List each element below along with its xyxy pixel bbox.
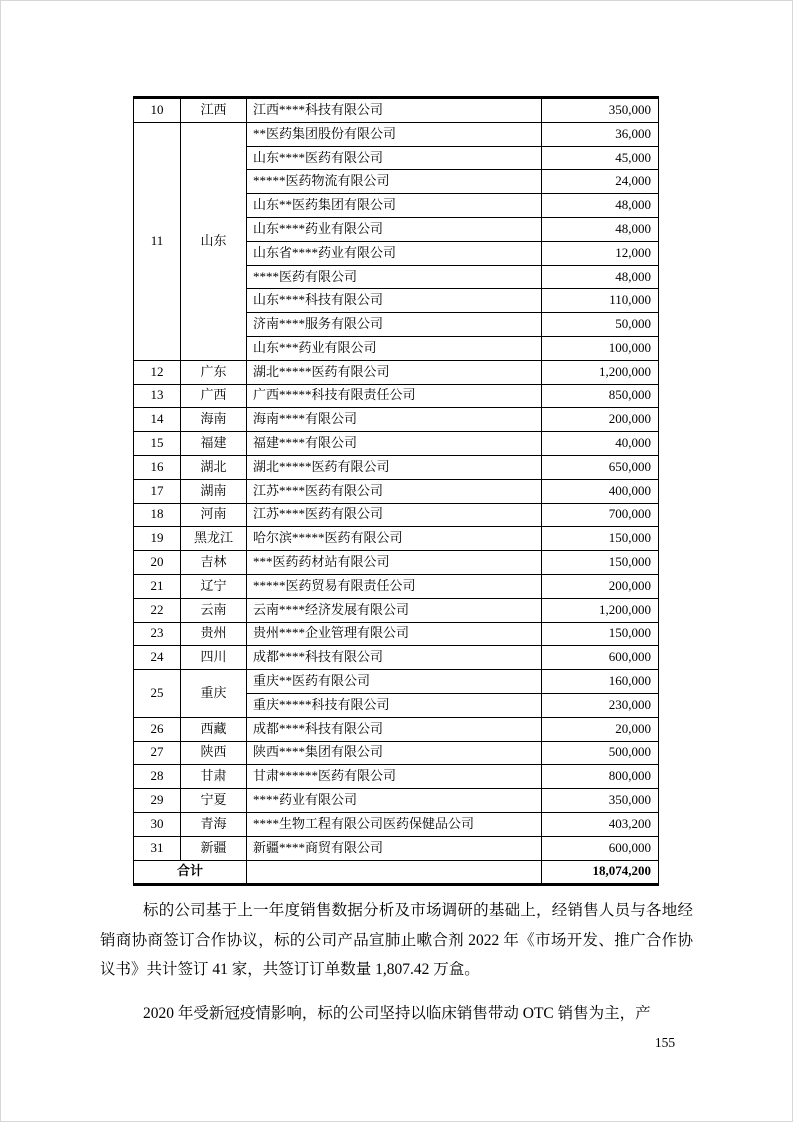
cell-company: *****医药物流有限公司: [247, 170, 542, 194]
table-row: [134, 455, 659, 479]
cell-row-number: 14: [134, 408, 181, 432]
table-row: [134, 836, 659, 860]
cell-quantity: 150,000: [542, 527, 659, 551]
cell-company: 陕西****集团有限公司: [247, 741, 542, 765]
cell-quantity: 600,000: [542, 836, 659, 860]
table-row: [134, 122, 659, 146]
table-row: [134, 503, 659, 527]
cell-province: 湖南: [181, 479, 247, 503]
cell-quantity: 20,000: [542, 717, 659, 741]
cell-quantity: 400,000: [542, 479, 659, 503]
cell-quantity: 650,000: [542, 455, 659, 479]
cell-company: 成都****科技有限公司: [247, 646, 542, 670]
cell-province: 福建: [181, 432, 247, 456]
cell-province: 海南: [181, 408, 247, 432]
cell-province: 重庆: [181, 670, 247, 718]
cell-total-label: 合计: [134, 860, 247, 885]
cell-province: 贵州: [181, 622, 247, 646]
cell-company: 湖北*****医药有限公司: [247, 360, 542, 384]
table-row: [134, 812, 659, 836]
cell-row-number: 30: [134, 812, 181, 836]
cell-quantity: 800,000: [542, 765, 659, 789]
cell-quantity: 48,000: [542, 217, 659, 241]
cell-province: 河南: [181, 503, 247, 527]
cell-province: 青海: [181, 812, 247, 836]
cell-quantity: 350,000: [542, 98, 659, 123]
cell-total-company-empty: [247, 860, 542, 885]
table-row: [134, 574, 659, 598]
cell-company: 山东****科技有限公司: [247, 289, 542, 313]
cell-row-number: 15: [134, 432, 181, 456]
cell-company: ***医药药材站有限公司: [247, 551, 542, 575]
cell-company: 重庆*****科技有限公司: [247, 693, 542, 717]
cell-company: 成都****科技有限公司: [247, 717, 542, 741]
cell-company: 贵州****企业管理有限公司: [247, 622, 542, 646]
cell-row-number: 20: [134, 551, 181, 575]
cell-quantity: 403,200: [542, 812, 659, 836]
cell-province: 广西: [181, 384, 247, 408]
paragraph-agreement-summary: 标的公司基于上一年度销售数据分析及市场调研的基础上，经销售人员与各地经销商协商签订合作协议，标的公司产品宣肺止嗽合剂 2022 年《市场开发、推广合作协议书》共计签订 41 家，共签订订单数量 1,807.42 万盒。: [100, 902, 693, 979]
cell-row-number: 24: [134, 646, 181, 670]
cell-quantity: 48,000: [542, 194, 659, 218]
cell-row-number: 12: [134, 360, 181, 384]
table-row: [134, 646, 659, 670]
cell-quantity: 45,000: [542, 146, 659, 170]
table-row: [134, 551, 659, 575]
cell-row-number: 28: [134, 765, 181, 789]
cell-quantity: 1,200,000: [542, 360, 659, 384]
cell-quantity: 36,000: [542, 122, 659, 146]
cell-quantity: 700,000: [542, 503, 659, 527]
cell-company: ****生物工程有限公司医药保健品公司: [247, 812, 542, 836]
table-row: [134, 408, 659, 432]
cell-row-number: 23: [134, 622, 181, 646]
table-total-row: [134, 860, 659, 885]
cell-company: ****药业有限公司: [247, 789, 542, 813]
cell-province: 甘肃: [181, 765, 247, 789]
order-distribution-table: [133, 96, 659, 886]
cell-quantity: 100,000: [542, 336, 659, 360]
cell-row-number: 31: [134, 836, 181, 860]
cell-row-number: 13: [134, 384, 181, 408]
cell-company: 甘肃******医药有限公司: [247, 765, 542, 789]
cell-company: ****医药有限公司: [247, 265, 542, 289]
cell-province: 黑龙江: [181, 527, 247, 551]
cell-company: 新疆****商贸有限公司: [247, 836, 542, 860]
cell-company: 江西****科技有限公司: [247, 98, 542, 123]
cell-company: 山东****医药有限公司: [247, 146, 542, 170]
cell-company: 哈尔滨*****医药有限公司: [247, 527, 542, 551]
cell-company: 山东***药业有限公司: [247, 336, 542, 360]
cell-company: 广西*****科技有限责任公司: [247, 384, 542, 408]
cell-quantity: 230,000: [542, 693, 659, 717]
table-row: [134, 384, 659, 408]
cell-row-number: 22: [134, 598, 181, 622]
cell-company: *****医药贸易有限责任公司: [247, 574, 542, 598]
cell-row-number: 26: [134, 717, 181, 741]
table-row: [134, 598, 659, 622]
cell-province: 陕西: [181, 741, 247, 765]
cell-company: 湖北*****医药有限公司: [247, 455, 542, 479]
page-number: 155: [654, 1035, 676, 1050]
table-row: [134, 622, 659, 646]
cell-province: 宁夏: [181, 789, 247, 813]
cell-province: 吉林: [181, 551, 247, 575]
cell-company: 云南****经济发展有限公司: [247, 598, 542, 622]
cell-quantity: 500,000: [542, 741, 659, 765]
table-row: [134, 789, 659, 813]
cell-row-number: 17: [134, 479, 181, 503]
cell-row-number: 16: [134, 455, 181, 479]
cell-company: 福建****有限公司: [247, 432, 542, 456]
cell-quantity: 850,000: [542, 384, 659, 408]
table-row: [134, 98, 659, 123]
table-row: [134, 741, 659, 765]
table-row: [134, 670, 659, 694]
cell-province: 辽宁: [181, 574, 247, 598]
cell-province: 山东: [181, 122, 247, 360]
cell-quantity: 110,000: [542, 289, 659, 313]
cell-quantity: 150,000: [542, 551, 659, 575]
cell-company: 山东省****药业有限公司: [247, 241, 542, 265]
cell-quantity: 50,000: [542, 313, 659, 337]
cell-company: **医药集团股份有限公司: [247, 122, 542, 146]
cell-company: 山东**医药集团有限公司: [247, 194, 542, 218]
cell-company: 山东****药业有限公司: [247, 217, 542, 241]
cell-quantity: 350,000: [542, 789, 659, 813]
cell-row-number: 10: [134, 98, 181, 123]
cell-row-number: 21: [134, 574, 181, 598]
cell-row-number: 18: [134, 503, 181, 527]
page-content: [100, 96, 693, 1028]
table-row: [134, 479, 659, 503]
cell-province: 湖北: [181, 455, 247, 479]
cell-row-number: 29: [134, 789, 181, 813]
cell-company: 海南****有限公司: [247, 408, 542, 432]
cell-company: 重庆**医药有限公司: [247, 670, 542, 694]
cell-quantity: 24,000: [542, 170, 659, 194]
cell-quantity: 150,000: [542, 622, 659, 646]
cell-quantity: 160,000: [542, 670, 659, 694]
cell-row-number: 25: [134, 670, 181, 718]
cell-company: 江苏****医药有限公司: [247, 479, 542, 503]
cell-province: 西藏: [181, 717, 247, 741]
cell-province: 江西: [181, 98, 247, 123]
table-row: [134, 717, 659, 741]
cell-province: 新疆: [181, 836, 247, 860]
cell-quantity: 40,000: [542, 432, 659, 456]
table-body: [134, 98, 659, 885]
table-row: [134, 360, 659, 384]
cell-quantity: 12,000: [542, 241, 659, 265]
paragraph-covid-impact: 2020 年受新冠疫情影响，标的公司坚持以临床销售带动 OTC 销售为主，产: [143, 1004, 651, 1022]
cell-row-number: 11: [134, 122, 181, 360]
cell-quantity: 600,000: [542, 646, 659, 670]
cell-row-number: 19: [134, 527, 181, 551]
cell-quantity: 200,000: [542, 408, 659, 432]
cell-quantity: 1,200,000: [542, 598, 659, 622]
table-row: [134, 527, 659, 551]
table-row: [134, 765, 659, 789]
cell-province: 广东: [181, 360, 247, 384]
cell-quantity: 200,000: [542, 574, 659, 598]
cell-row-number: 27: [134, 741, 181, 765]
cell-province: 云南: [181, 598, 247, 622]
cell-company: 江苏****医药有限公司: [247, 503, 542, 527]
cell-province: 四川: [181, 646, 247, 670]
table-row: [134, 432, 659, 456]
cell-company: 济南****服务有限公司: [247, 313, 542, 337]
cell-total-quantity: 18,074,200: [542, 860, 659, 885]
cell-quantity: 48,000: [542, 265, 659, 289]
